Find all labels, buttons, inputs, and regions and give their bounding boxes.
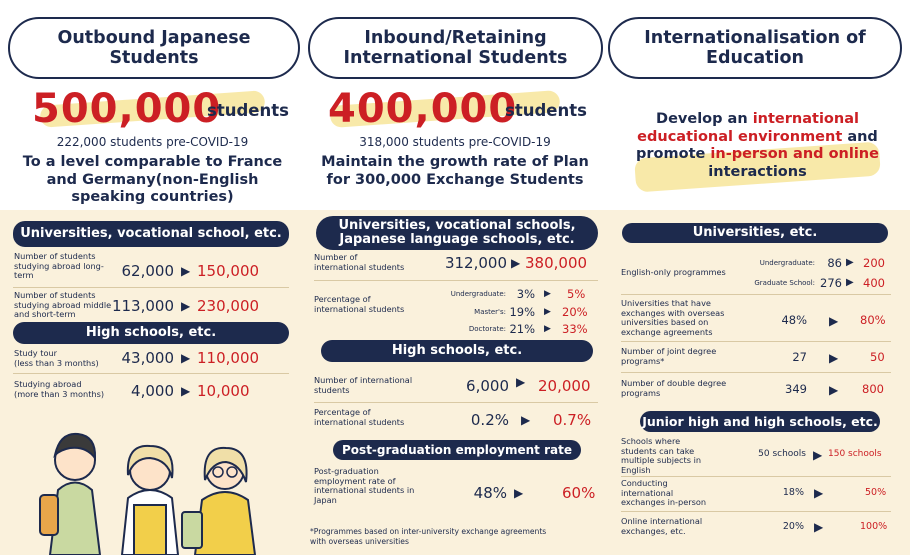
triangle-right-icon: ▶ [814,520,824,534]
column-inbound [305,0,605,555]
to-value: 80% [860,313,886,327]
from-value: 62,000 [121,262,174,280]
triangle-right-icon: ▶ [544,307,551,317]
target-unit: students [207,101,289,120]
triangle-right-icon: ▶ [181,299,191,313]
goal-highlight: in-person and online [710,146,879,162]
from-value: 86 [827,256,842,270]
from-value: 20% [782,521,804,532]
triangle-right-icon: ▶ [846,277,854,288]
goal-part: and [842,128,878,145]
to-value: 0.7% [553,411,592,429]
section-universities: Universities, vocational schools, Japanese language schools, etc. [316,216,598,250]
divider [13,373,289,374]
section-universities: Universities, vocational school, etc. [13,221,289,247]
triangle-right-icon: ▶ [521,413,531,427]
row-label: Number of students studying abroad middle and short-term [14,290,112,319]
section-universities: Universities, etc. [622,223,888,243]
divider [621,476,891,477]
to-value: 20% [562,305,588,319]
divider [621,372,891,373]
divider [621,294,891,295]
section-high-schools: High schools, etc. [321,340,593,362]
triangle-right-icon: ▶ [829,314,839,328]
goal-text [605,111,910,181]
from-value: 43,000 [121,349,174,367]
to-value: 110,000 [197,349,260,367]
divider [314,402,598,403]
from-value: 349 [785,382,807,396]
triangle-right-icon: ▶ [181,351,191,365]
row-label: Study tour (less than 3 months) [14,348,99,368]
divider [621,511,891,512]
to-value: 5% [567,287,586,301]
from-value: 4,000 [131,382,174,400]
goal-text: To a level comparable to France and Germany(non-English speaking countries) [22,154,283,205]
row-label: Number of double degree programs [621,378,727,398]
to-value: 200 [863,256,885,270]
triangle-right-icon: ▶ [846,257,854,268]
to-value: 150,000 [197,262,260,280]
column-outbound [0,0,305,555]
to-value: 150 schools [828,449,882,459]
students-illustration [30,420,270,555]
from-value: 18% [782,487,804,498]
goal-highlight: international [752,111,859,127]
row-label: Conducting international exchanges in-person [621,478,707,507]
from-value: 0.2% [470,411,509,429]
row-label: English-only programmes [621,267,726,277]
row-label: Universities that have exchanges with overseas universities based on exchange agreements [621,298,725,337]
row-label: Number of joint degree programs* [621,346,717,366]
sub-label: Graduate School: [754,279,815,287]
from-value: 113,000 [111,297,174,315]
pre-covid-note: 318,000 students pre-COVID-19 [359,135,551,149]
header-outbound: Outbound Japanese Students [8,17,300,79]
to-value: 50 [870,350,885,364]
goal-part: promote [636,146,711,162]
from-value: 27 [792,350,807,364]
column-internationalisation [605,0,910,555]
row-label: Online international exchanges, etc. [621,516,703,536]
row-label: Percentage of international students [314,407,405,427]
row-label: Post-graduation employment rate of international students in Japan [314,466,415,505]
goal-part: Develop an [656,111,753,127]
target-number: 500,000 [32,86,222,132]
divider [621,341,891,342]
row-label: Number of international students [314,375,413,395]
header-internationalisation: Internationalisation of Education [608,17,902,79]
goal-text: Maintain the growth rate of Plan for 300,000 Exchange Students [321,154,589,188]
from-value: 3% [516,287,535,301]
footnote: *Programmes based on inter-university exchange agreements with overseas universities [310,527,547,546]
row-label: Studying abroad (more than 3 months) [14,379,105,399]
goal-highlight: educational environment [637,128,843,145]
from-value: 19% [509,305,535,319]
from-value: 48% [781,313,807,327]
triangle-right-icon: ▶ [181,384,191,398]
triangle-right-icon: ▶ [813,448,823,462]
from-value: 50 schools [758,449,806,459]
triangle-right-icon: ▶ [514,486,524,500]
divider [314,280,598,281]
to-value: 10,000 [197,382,250,400]
pre-covid-note: 222,000 students pre-COVID-19 [56,135,249,149]
triangle-right-icon: ▶ [544,289,551,299]
row-label: Percentage of international students [314,294,405,314]
to-value: 60% [562,484,596,502]
to-value: 230,000 [197,297,260,315]
target-unit: students [505,101,587,120]
to-value: 380,000 [525,254,588,272]
triangle-right-icon: ▶ [544,324,551,334]
row-label: Number of students studying abroad long- term [14,251,104,280]
to-value: 20,000 [538,377,591,395]
to-value: 100% [860,521,888,532]
divider [13,287,289,288]
goal-part: interactions [708,163,807,180]
header-inbound: Inbound/Retaining International Students [308,17,603,79]
triangle-right-icon: ▶ [814,486,824,500]
target-number: 400,000 [328,86,518,132]
triangle-right-icon: ▶ [829,383,839,397]
triangle-right-icon: ▶ [829,351,839,365]
sub-label: Undergraduate: [450,290,506,298]
row-label: Number of international students [314,252,405,272]
triangle-right-icon: ▶ [511,256,521,270]
from-value: 48% [473,484,507,502]
from-value: 312,000 [444,254,507,272]
to-value: 33% [562,322,588,336]
section-high-schools: High schools, etc. [13,322,289,344]
sub-label: Undergraduate: [759,259,815,267]
to-value: 50% [865,487,887,498]
from-value: 6,000 [466,377,509,395]
row-label: Schools where students can take multiple subjects in English [621,436,702,475]
from-value: 21% [509,322,535,336]
triangle-right-icon: ▶ [181,264,191,278]
from-value: 276 [820,276,842,290]
to-value: 800 [862,382,884,396]
section-junior-high: Junior high and high schools, etc. [640,411,880,432]
triangle-right-icon: ▶ [516,375,526,389]
sub-label: Doctorate: [468,325,506,333]
sub-label: Master's: [474,308,506,316]
section-employment: Post-graduation employment rate [333,440,581,460]
to-value: 400 [863,276,885,290]
